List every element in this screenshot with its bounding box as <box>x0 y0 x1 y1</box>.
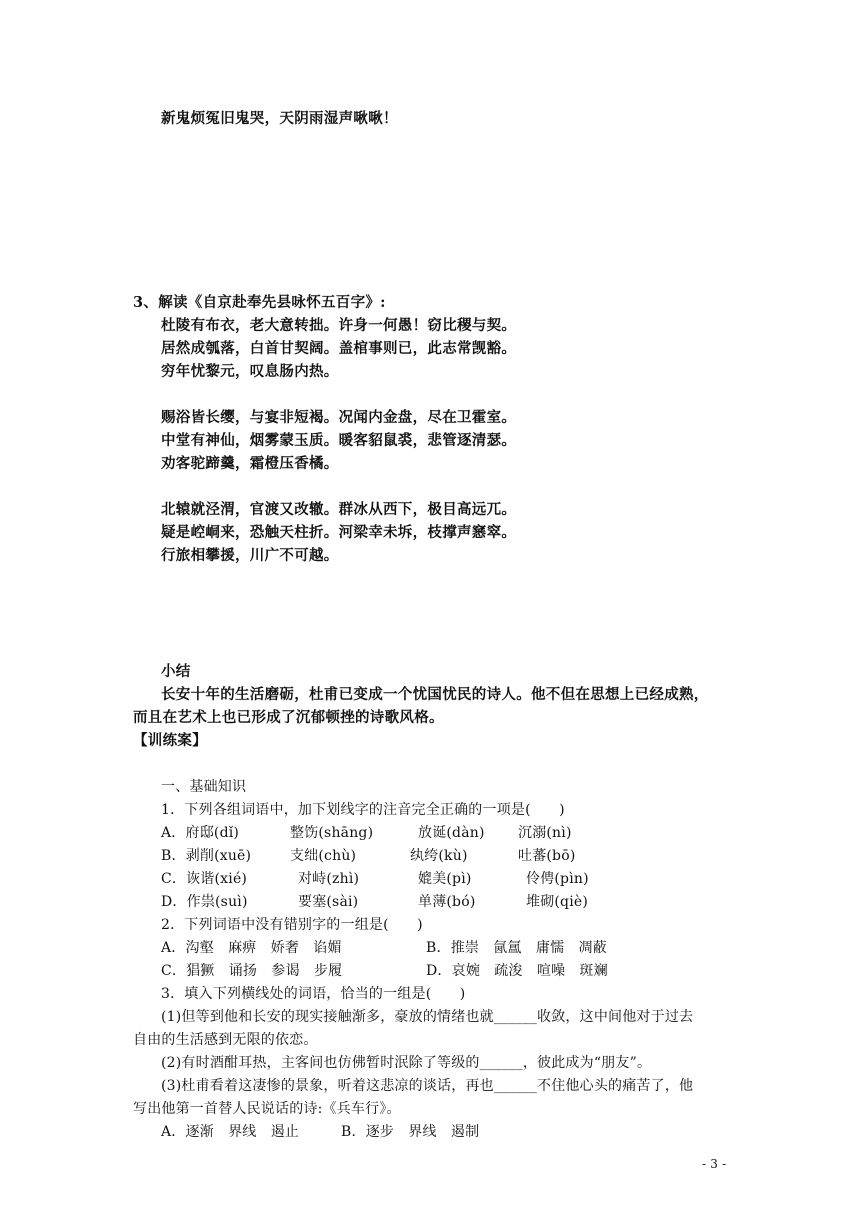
option-term: 沉溺(nì) <box>518 825 572 841</box>
q2-option-b: B．推崇 氤氲 庸懦 凋蔽 <box>426 940 607 956</box>
option-term: 对峙(zhì) <box>298 871 360 887</box>
poem-line: 穷年忧黎元，叹息肠内热。 <box>161 363 339 380</box>
summary-title: 小结 <box>161 663 191 680</box>
poem-line: 居然成瓠落，白首甘契阔。盖棺事则已，此志常觊豁。 <box>161 340 517 357</box>
summary-text: 长安十年的生活磨砺，杜甫已变成一个忧国忧民的诗人。他不但在思想上已经成熟， <box>161 686 709 703</box>
q2-stem: 2．下列词语中没有错别字的一组是( ) <box>161 917 423 933</box>
option-term: 放诞(dàn) <box>418 825 485 841</box>
q2-option-a: A．沟壑 麻痹 娇奢 谄媚 <box>161 940 342 956</box>
poem-line: 疑是崆峒来，恐触天柱折。河梁幸未坼，枝撑声窸窣。 <box>161 524 517 541</box>
option-term: 要塞(sài) <box>298 894 359 910</box>
option-term: D．作祟(suì) <box>161 894 248 910</box>
summary-text: 而且在艺术上也已形成了沉郁顿挫的诗歌风格。 <box>133 709 444 726</box>
poem-line: 中堂有神仙，烟雾蒙玉质。暖客貂鼠裘，悲管逐清瑟。 <box>161 432 517 449</box>
q3-sentence: 写出他第一首替人民说话的诗:《兵车行》。 <box>133 1101 401 1117</box>
option-term: 单薄(bó) <box>418 894 476 910</box>
option-term: C．诙谐(xié) <box>161 871 248 887</box>
poem-line: 杜陵有布衣，老大意转拙。许身一何愚！窃比稷与契。 <box>161 317 517 334</box>
poem-line: 新鬼烦冤旧鬼哭，天阴雨湿声啾啾！ <box>161 110 398 127</box>
q3-sentence: 自由的生活感到无限的依恋。 <box>133 1032 318 1048</box>
option-term: 媲美(pì) <box>418 871 472 887</box>
poem-line: 行旅相攀援，川广不可越。 <box>161 547 339 564</box>
option-term: 伶俜(pìn) <box>526 871 589 887</box>
q3-sentence: (1)但等到他和长安的现实接触渐多，豪放的情绪也就______收敛，这中间他对于过去 <box>161 1009 694 1025</box>
training-header: 【训练案】 <box>133 732 207 749</box>
q3-stem: 3．填入下列横线处的词语，恰当的一组是( ) <box>161 986 466 1002</box>
section-heading: 3、解读《自京赴奉先县咏怀五百字》: <box>133 294 386 311</box>
q1-stem: 1．下列各组词语中，加下划线字的注音完全正确的一项是( ) <box>161 802 565 818</box>
poem-line: 赐浴皆长缨，与宴非短褐。况闻内金盘，尽在卫霍室。 <box>161 409 517 426</box>
option-term: 纨绔(kù) <box>410 848 468 864</box>
poem-line: 劝客驼蹄羹，霜橙压香橘。 <box>161 455 339 472</box>
option-term: B．剥削(xuē) <box>161 848 252 864</box>
page-number: - 3 - <box>702 1157 727 1171</box>
option-term: 整饬(shāng) <box>290 825 374 841</box>
q3-option-b: B．逐步 界线 遏制 <box>341 1124 480 1140</box>
poem-line: 北辕就泾渭，官渡又改辙。群冰从西下，极目高远兀。 <box>161 501 517 518</box>
q3-sentence: (2)有时酒酣耳热，主客间也仿佛暂时泯除了等级的______，彼此成为“朋友”。 <box>161 1055 652 1071</box>
q3-option-a: A．逐渐 界线 遏止 <box>161 1124 300 1140</box>
q3-sentence: (3)杜甫看着这凄惨的景象，听着这悲凉的谈话，再也______不住他心头的痛苦了，他 <box>161 1078 694 1094</box>
q2-option-d: D．哀婉 疏浚 喧噪 斑斓 <box>426 963 608 979</box>
option-term: 支绌(chù) <box>290 848 357 864</box>
option-term: 吐蕃(bō) <box>518 848 576 864</box>
basics-title: 一、基础知识 <box>161 779 247 795</box>
option-term: A．府邸(dǐ) <box>161 825 240 841</box>
option-term: 堆砌(qiè) <box>526 894 589 910</box>
q2-option-c: C．猖獗 诵扬 参谒 步履 <box>161 963 343 979</box>
